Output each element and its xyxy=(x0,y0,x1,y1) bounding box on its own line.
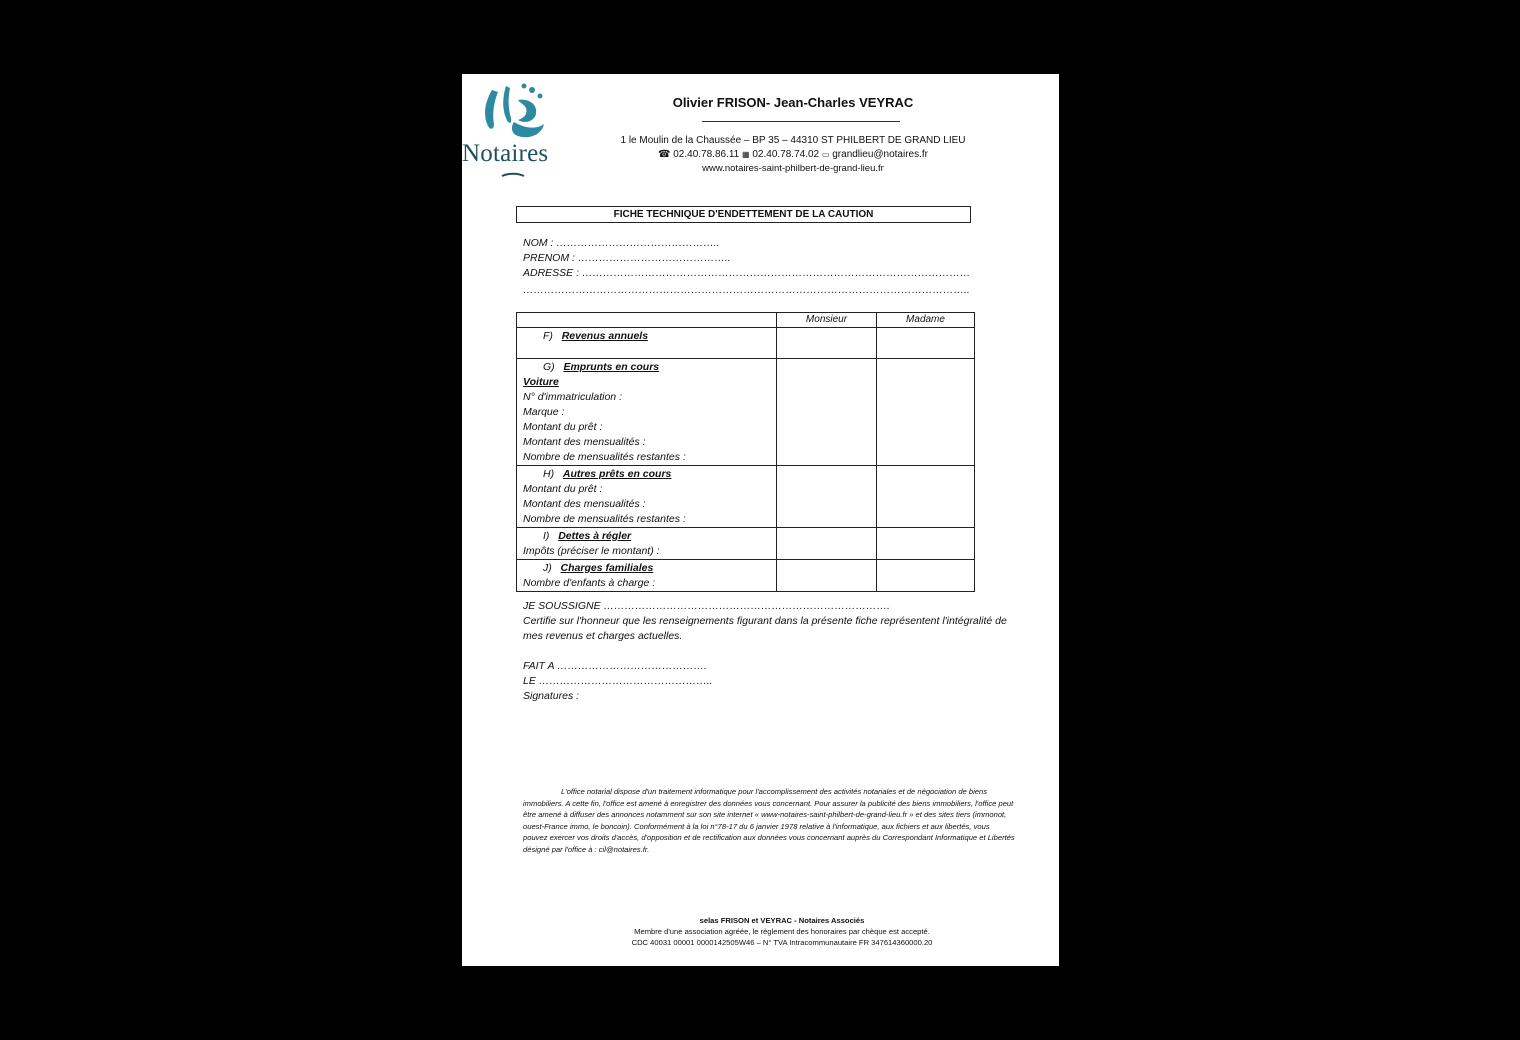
section-letter: H) xyxy=(543,468,555,480)
section-title-dettes: Dettes à régler xyxy=(558,530,632,542)
cell-monsieur-revenus[interactable] xyxy=(777,328,877,359)
table-row-emprunts xyxy=(517,359,975,466)
header-divider xyxy=(702,121,900,122)
list-item: Montant des mensualités : xyxy=(523,498,646,510)
cell-monsieur-dettes[interactable] xyxy=(777,528,877,560)
list-item: Nombre d'enfants à charge : xyxy=(523,577,656,589)
office-phone: 02.40.78.86.11 xyxy=(673,149,740,160)
list-item: Marque : xyxy=(523,406,565,418)
email-icon: ▭ xyxy=(821,150,830,159)
office-website[interactable]: www.notaires-saint-philbert-de-grand-lieu.fr xyxy=(702,163,884,174)
footer-bank-vat: CDC 40031 00001 0000142505W46 – N° TVA Intracommunautaire FR 347614360000.20 xyxy=(631,938,933,947)
section-title-revenus: Revenus annuels xyxy=(561,330,649,342)
list-item: Montant du prêt : xyxy=(523,421,603,433)
office-fax: 02.40.78.74.02 xyxy=(752,149,820,160)
section-letter: I) xyxy=(543,530,550,542)
prenom-field: PRENOM : …………………………………….. xyxy=(523,252,731,264)
fait-a-line: FAIT A ……………………………………. xyxy=(523,660,707,672)
form-title: FICHE TECHNIQUE D'ENDETTEMENT DE LA CAUTION xyxy=(516,206,971,223)
cell-madame-revenus[interactable] xyxy=(877,328,975,359)
list-item: N° d'immatriculation : xyxy=(523,391,622,403)
office-address: 1 le Moulin de la Chaussée – BP 35 – 44310 ST PHILBERT DE GRAND LIEU xyxy=(620,135,966,146)
section-letter: F) xyxy=(543,330,553,342)
debt-table xyxy=(516,312,975,592)
office-contact xyxy=(598,149,988,160)
signatures-label: Signatures : xyxy=(523,690,580,702)
fax-icon: ▦ xyxy=(742,150,750,159)
adresse-field: ADRESSE : ………………………………………………………………………………………………… xyxy=(523,267,971,279)
section-letter: J) xyxy=(543,562,552,574)
section-sub-voiture: Voiture xyxy=(523,376,559,388)
nom-field: NOM : ……………………………………….. xyxy=(523,237,720,249)
section-title-charges: Charges familiales xyxy=(560,562,654,574)
list-item: Impôts (préciser le montant) : xyxy=(523,545,660,557)
col-madame: Madame xyxy=(877,313,975,328)
certification-text: Certifie sur l'honneur que les renseignements figurant dans la présente fiche représentent l'intégralité de mes revenus et charges actuelles. xyxy=(523,615,1007,642)
cell-monsieur-charges[interactable] xyxy=(777,560,877,592)
notaires-logo-icon xyxy=(462,78,586,184)
list-item: Nombre de mensualités restantes : xyxy=(523,513,686,525)
footer-firm: selas FRISON et VEYRAC - Notaires Associés xyxy=(699,916,865,925)
office-name: Olivier FRISON- Jean-Charles VEYRAC xyxy=(672,95,914,110)
adresse-field-line2: ……………………………………………………………………………………………………………….. xyxy=(523,284,970,296)
list-item: Montant du prêt : xyxy=(523,483,603,495)
privacy-notice: L'office notarial dispose d'un traitement informatique pour l'accomplissement des activités notariales et de négociation de biens immobiliers. A cette fin, l'office est amené à enregistrer des données vous concernant. Pour assurer la publicité des biens immobiliers, l'office peut être amené à diffuser des annonces notamment sur son site internet « www-notaires-saint-philbert-de-grand-lieu.fr » et des sites tiers (immonot, ouest-France immo, le boncoin). Conformément à la loi n°78-17 du 6 janvier 1978 relative à l'informatique, aux fichiers et aux libertés, vous pouvez exercer vos droits d'accès, d'opposition et de rectification aux données vous concernant auprès du Correspondant Informatique et Libertés désigné par l'office à : cil@notaires.fr. xyxy=(523,787,1015,854)
cell-madame-emprunts[interactable] xyxy=(877,359,975,466)
cell-madame-dettes[interactable] xyxy=(877,528,975,560)
table-header-row xyxy=(517,313,975,328)
table-row-dettes xyxy=(517,528,975,560)
office-email[interactable]: grandlieu@notaires.fr xyxy=(832,149,928,160)
soussigne-line: JE SOUSSIGNE ………………………………………………………………………. xyxy=(523,600,890,612)
footer-membership: Membre d'une association agréée, le règlement des honoraires par chèque est accepté. xyxy=(634,927,930,936)
cell-madame-autres-prets[interactable] xyxy=(877,466,975,528)
cell-monsieur-emprunts[interactable] xyxy=(777,359,877,466)
date-line: LE ………………………………………….. xyxy=(523,675,713,687)
table-header-empty xyxy=(517,313,777,328)
phone-icon: ☎ xyxy=(658,149,671,160)
section-title-autres-prets: Autres prêts en cours xyxy=(562,468,672,480)
table-row-autres-prets xyxy=(517,466,975,528)
logo-text: Notaires xyxy=(462,140,549,167)
cell-monsieur-autres-prets[interactable] xyxy=(777,466,877,528)
section-letter: G) xyxy=(543,361,555,373)
document-page xyxy=(462,74,1059,966)
list-item: Montant des mensualités : xyxy=(523,436,646,448)
table-row-charges xyxy=(517,560,975,592)
table-row-revenus xyxy=(517,328,975,359)
section-title-emprunts: Emprunts en cours xyxy=(563,361,660,373)
col-monsieur: Monsieur xyxy=(777,313,877,328)
list-item: Nombre de mensualités restantes : xyxy=(523,451,686,463)
cell-madame-charges[interactable] xyxy=(877,560,975,592)
